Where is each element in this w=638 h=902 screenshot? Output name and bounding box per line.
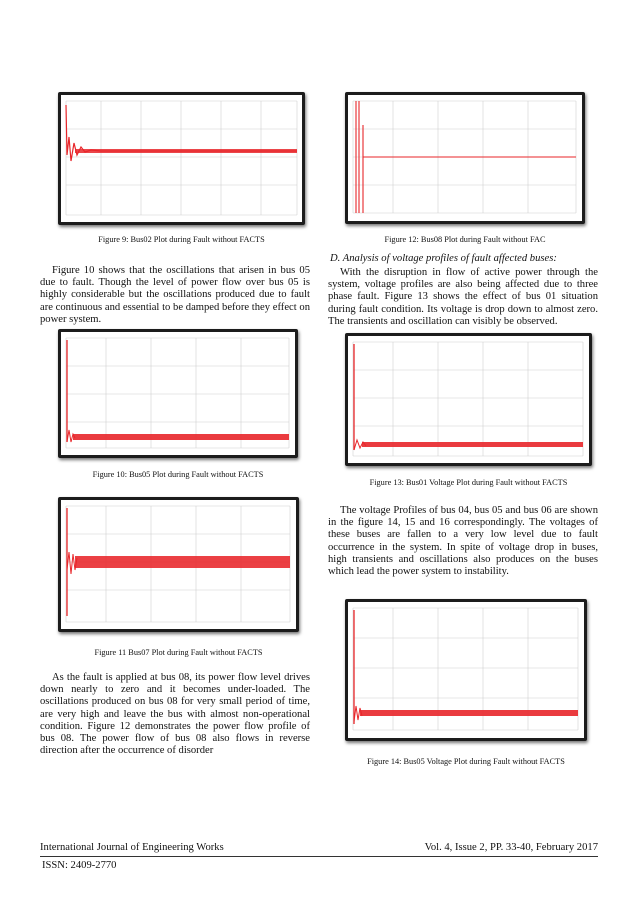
figure-14-caption: Figure 14: Bus05 Voltage Plot during Fault without FACTS bbox=[367, 757, 565, 766]
figure-12-caption: Figure 12: Bus08 Plot during Fault without FAC bbox=[384, 235, 546, 244]
figure-13-plot bbox=[348, 336, 589, 463]
section-heading: D. Analysis of voltage profiles of fault affected buses: bbox=[330, 253, 557, 264]
footer-issn: ISSN: 2409-2770 bbox=[42, 860, 117, 871]
footer-volume: Vol. 4, Issue 2, PP. 33-40, February 2017 bbox=[424, 842, 598, 853]
figure-11-plot bbox=[61, 500, 296, 629]
figure-14-plot bbox=[348, 602, 584, 738]
footer-divider bbox=[40, 856, 598, 857]
figure-10 bbox=[58, 329, 298, 458]
footer-journal: International Journal of Engineering Works bbox=[40, 842, 224, 853]
right-paragraph-1: With the disruption in flow of active power through the system, voltage profiles are also being affected due to three phase fault. Figure 13 shows the effect of bus 01 situation during fault condition. Its voltage is drop down to almost zero. The transients and oscillation can visibly be observed. bbox=[328, 267, 598, 327]
figure-9-plot bbox=[61, 95, 302, 222]
left-paragraph-2: As the fault is applied at bus 08, its power flow level drives down nearly to zero and it becomes under-loaded. The oscillations produced on bus 08 for very small period of time, are very high and leave the bus with almost non-operational condition. Figure 12 demonstrates the power flow profile of bus 08. The power flow of bus 08 also flows in reverse direction after the occurrence of disorder bbox=[40, 672, 310, 757]
left-paragraph-1: Figure 10 shows that the oscillations that arisen in bus 05 due to fault. Though the level of power flow over bus 05 is highly considerable but the oscillations produced due to fault are continuous and essential to be damped before they effect on power system. bbox=[40, 265, 310, 325]
figure-10-plot bbox=[61, 332, 295, 455]
figure-13-caption: Figure 13: Bus01 Voltage Plot during Fault without FACTS bbox=[369, 478, 568, 487]
figure-12 bbox=[345, 92, 585, 224]
figure-10-caption: Figure 10: Bus05 Plot during Fault without FACTS bbox=[92, 470, 264, 479]
figure-13 bbox=[345, 333, 592, 466]
right-paragraph-2: The voltage Profiles of bus 04, bus 05 and bus 06 are shown in the figure 14, 15 and 16 correspondingly. The voltages of these buses are fallen to a very low level due to fault occurrence in the system. In spite of voltage drop in buses, high transients and oscillations also produces on the buses which lead the power system to instability. bbox=[328, 505, 598, 578]
figure-12-plot bbox=[348, 95, 582, 221]
figure-11 bbox=[58, 497, 299, 632]
figure-9-caption: Figure 9: Bus02 Plot during Fault without FACTS bbox=[98, 235, 265, 244]
figure-9 bbox=[58, 92, 305, 225]
figure-11-caption: Figure 11 Bus07 Plot during Fault without FACTS bbox=[94, 648, 263, 657]
figure-14 bbox=[345, 599, 587, 741]
